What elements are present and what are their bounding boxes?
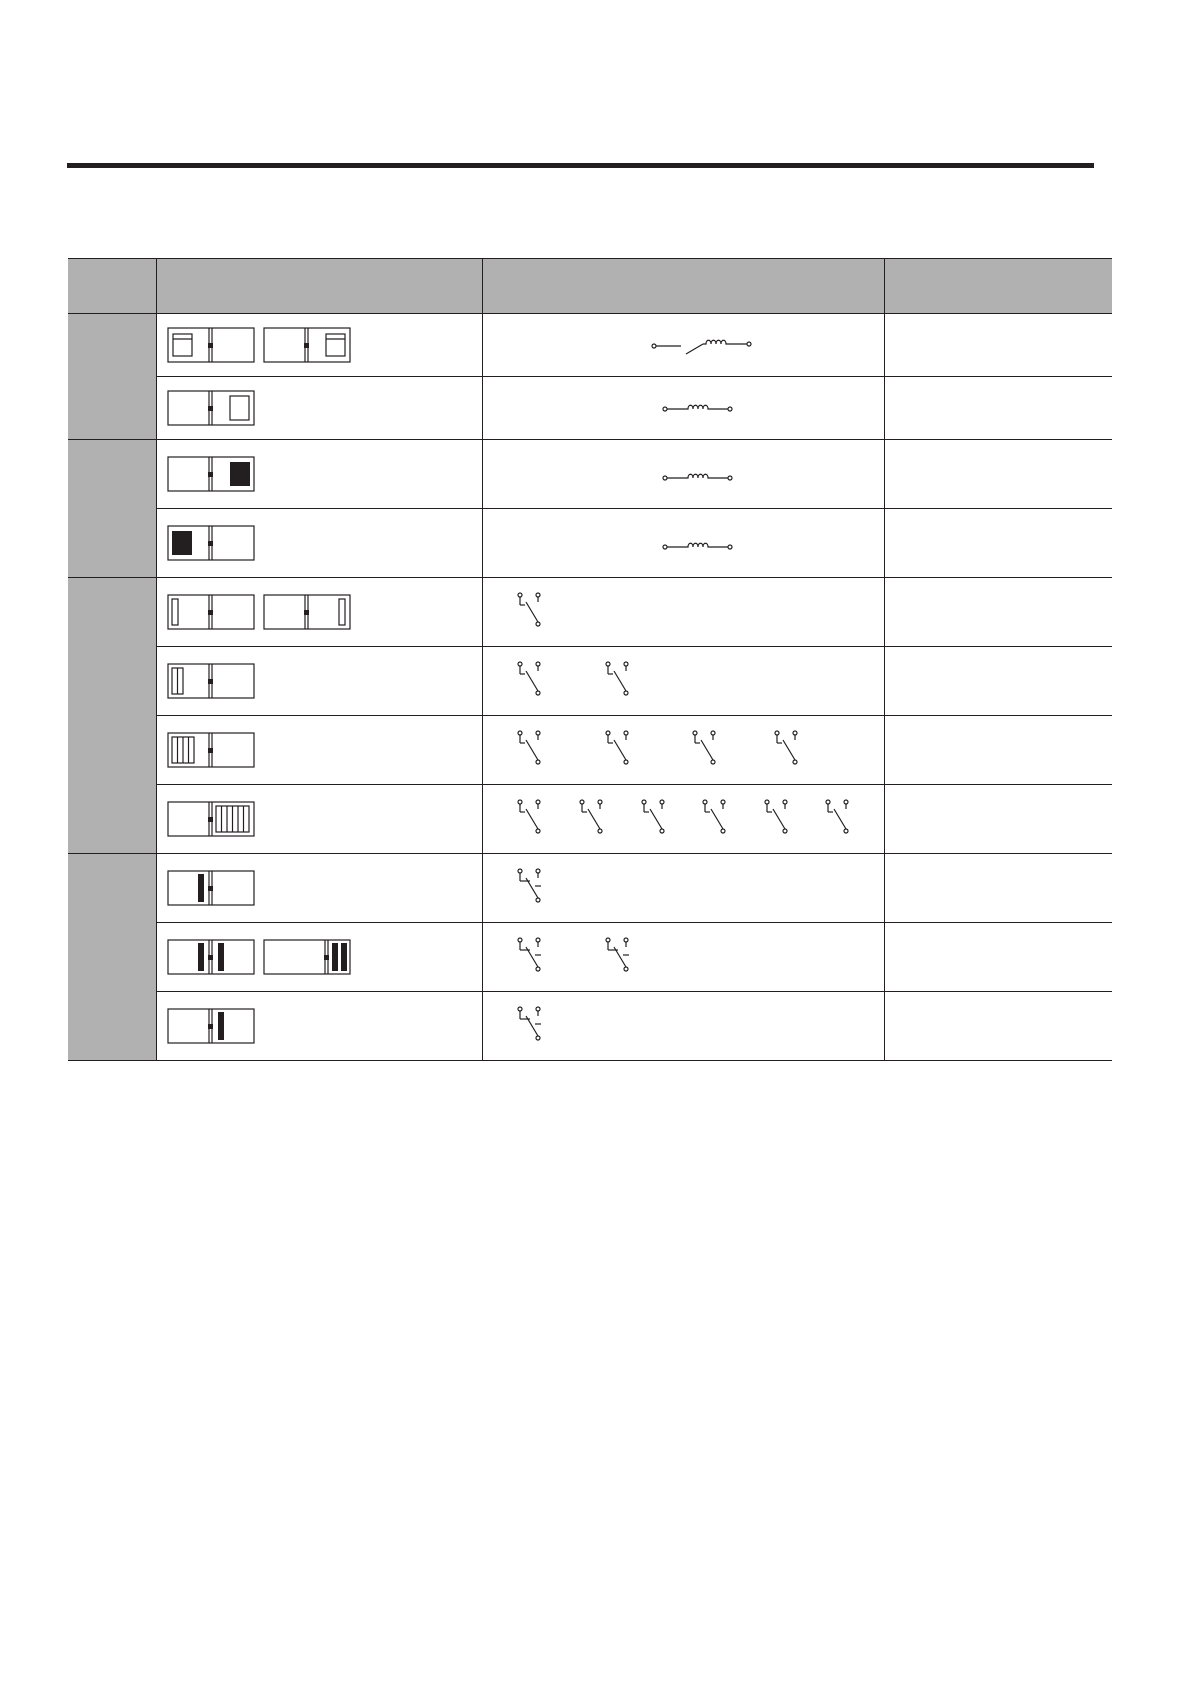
make-contact-icon — [826, 800, 848, 833]
table-row — [68, 440, 1112, 509]
coil-contact-icon — [652, 340, 751, 354]
make-contact-icon — [518, 593, 540, 626]
notes-cell — [884, 509, 1112, 578]
table-row — [68, 509, 1112, 578]
header-symbol — [482, 259, 884, 314]
notes-cell — [884, 923, 1112, 992]
table-row — [68, 854, 1112, 923]
setting-figure — [156, 314, 482, 377]
setting-figure — [156, 578, 482, 647]
category-cell — [68, 440, 156, 578]
header-category — [68, 259, 156, 314]
make-contact-icon — [606, 731, 628, 764]
make-contact-icon — [693, 731, 715, 764]
make-contact-icon — [642, 800, 664, 833]
symbol-cell — [482, 314, 884, 377]
notes-cell — [884, 647, 1112, 716]
notes-cell — [884, 854, 1112, 923]
setting-figure — [156, 923, 482, 992]
table-row — [68, 992, 1112, 1061]
make-contact-icon — [765, 800, 787, 833]
table-row — [68, 785, 1112, 854]
coil-icon — [663, 474, 732, 480]
header-notes — [884, 259, 1112, 314]
notes-cell — [884, 440, 1112, 509]
make-contact-icon — [580, 800, 602, 833]
symbol-cell — [482, 854, 884, 923]
setting-figure — [156, 647, 482, 716]
symbol-cell — [482, 578, 884, 647]
symbol-cell — [482, 377, 884, 440]
symbol-cell — [482, 992, 884, 1061]
header-rule — [67, 163, 1094, 168]
setting-figure — [156, 854, 482, 923]
notes-cell — [884, 377, 1112, 440]
category-cell — [68, 314, 156, 440]
table-row — [68, 923, 1112, 992]
notes-cell — [884, 716, 1112, 785]
make-contact-icon — [775, 731, 797, 764]
symbol-cell — [482, 440, 884, 509]
break-contact-icon — [518, 869, 541, 902]
make-contact-icon — [518, 662, 540, 695]
symbol-cell — [482, 923, 884, 992]
table-row — [68, 314, 1112, 377]
symbol-cell — [482, 716, 884, 785]
setting-figure — [156, 785, 482, 854]
setting-figure — [156, 377, 482, 440]
table-header-row — [68, 259, 1112, 314]
switch-symbol-table — [68, 258, 1112, 1061]
symbol-cell — [482, 785, 884, 854]
break-contact-icon — [518, 1007, 541, 1040]
table-row — [68, 578, 1112, 647]
symbol-cell — [482, 509, 884, 578]
header-setting — [156, 259, 482, 314]
notes-cell — [884, 578, 1112, 647]
category-cell — [68, 854, 156, 1061]
category-cell — [68, 578, 156, 854]
coil-icon — [663, 543, 732, 549]
make-contact-icon — [518, 731, 540, 764]
setting-figure — [156, 509, 482, 578]
setting-figure — [156, 440, 482, 509]
make-contact-icon — [606, 662, 628, 695]
setting-figure — [156, 716, 482, 785]
notes-cell — [884, 785, 1112, 854]
table-row — [68, 377, 1112, 440]
make-contact-icon — [703, 800, 725, 833]
notes-cell — [884, 992, 1112, 1061]
table-row — [68, 647, 1112, 716]
symbol-cell — [482, 647, 884, 716]
setting-figure — [156, 992, 482, 1061]
notes-cell — [884, 314, 1112, 377]
make-contact-icon — [518, 800, 540, 833]
table-row — [68, 716, 1112, 785]
break-contact-icon — [518, 938, 541, 971]
coil-icon — [663, 405, 732, 411]
break-contact-icon — [606, 938, 629, 971]
